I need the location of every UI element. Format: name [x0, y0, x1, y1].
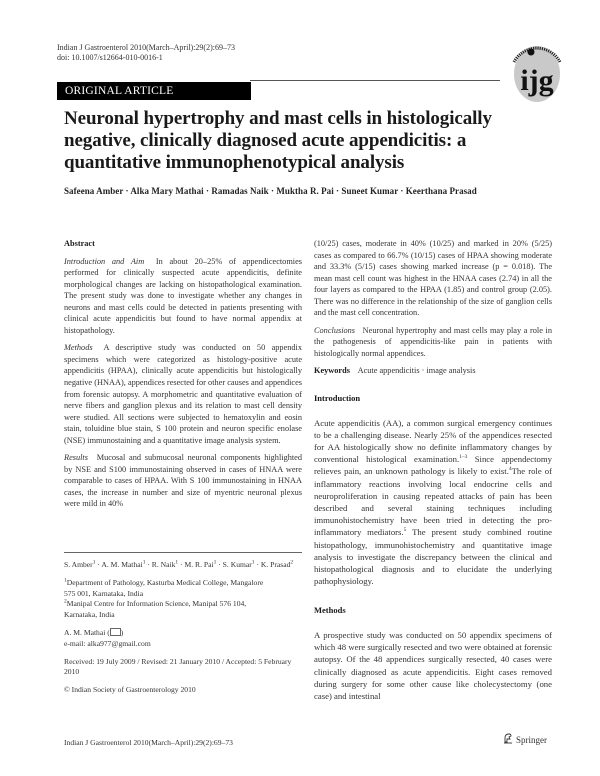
author-list: Safeena Amber · Alka Mary Mathai · Ramadas Naik · Muktha R. Pai · Suneet Kumar · Keerthana Prasad	[64, 186, 477, 196]
affil-marker: 1	[92, 559, 96, 566]
abstract-results-paragraph	[64, 452, 302, 510]
author-affiliation-list	[64, 560, 302, 571]
intro-text: Since appendectomy relieves pain, an unknown pathology is likely to exist.	[314, 454, 552, 477]
abstract-label-intro: Introduction and Aim	[64, 256, 145, 266]
envelope-icon	[110, 628, 121, 636]
citation-ref[interactable]: 5	[403, 527, 407, 534]
abstract-conclusions-text: Neuronal hypertrophy and mast cells may play a role in the pathogenesis of appendicitis-like pain in patients with histologically normal appendices.	[314, 325, 552, 358]
keywords-label: Keywords	[314, 366, 350, 376]
abstract-results-continued: (10/25) cases, moderate in 40% (10/25) and marked in 20% (5/25) cases as compared to 66.7% (10/15) cases of HPAA showing moderate and 33.3% (5/15) cases showing marked increase (p = 0.018). The mean mast cell count was highest in the HNAA cases (2.74) in all the four layers as compared to the HPAA (1.85) and control group (2.05). There was no difference in the relationship of the size of ganglion cells and the mast cell concentration.	[314, 239, 552, 318]
keywords	[314, 365, 552, 377]
email-link[interactable]: alka977@gmail.com	[87, 638, 151, 648]
doi-link[interactable]: doi: 10.1007/s12664-010-0016-1	[57, 53, 163, 62]
email-label: e-mail:	[64, 638, 86, 648]
affiliation-1: Department of Pathology, Kasturba Medical College, Mangalore 575 001, Karnataka, India	[64, 577, 264, 598]
introduction-heading: Introduction	[314, 393, 361, 404]
abstract-intro-text: In about 20–25% of appendicectomies performed for clinically suspected acute appendicitis, definite morphological changes are lacking on histopathological examination. The present study was done to investigate whether any changes in neurons and mast cells could be detected in patients presenting with clinical acute appendicitis but found to have normal appendix at histopathology.	[64, 256, 302, 335]
affil-marker: 1	[251, 559, 255, 566]
methods-heading: Methods	[314, 605, 346, 616]
abstract-label-conclusions: Conclusions	[314, 325, 356, 335]
publisher-logo	[503, 733, 547, 746]
logo-text: ijg	[520, 64, 554, 97]
copyright-notice: © Indian Society of Gastroenterology 2010	[64, 685, 196, 695]
affil-number: 2	[64, 598, 67, 605]
footnotes	[64, 560, 302, 703]
intro-text: Acute appendicitis (AA), a common surgical emergency continues to be a challenging disease. Nearly 25% of the appendices resected for AA histologically show no definite inflammatory changes by conventional histological examination.	[314, 417, 552, 465]
affil-marker: 1	[213, 559, 217, 566]
footnote-rule	[64, 552, 302, 553]
article-title: Neuronal hypertrophy and mast cells in histologically negative, clinically diagnosed acute appendicitis: a quantitative immunophenotypical analysis	[64, 108, 492, 173]
publisher-name: Springer	[516, 734, 547, 745]
abstract-label-methods: Methods	[64, 343, 93, 353]
intro-text: The role of inflammatory reactions involving local endocrine cells and neuroproliferation in causing repeated attacks of pain has been described and several staining techniques including immunohistochemistry have been tried in detecting the pro-inflammatory mediators.	[314, 466, 553, 538]
abstract-heading: Abstract	[64, 239, 95, 248]
corresponding-author: A. M. Mathai ( ) e-mail: alka977@gmail.com	[64, 627, 151, 648]
abstract-methods-paragraph	[64, 342, 302, 446]
journal-logo-icon	[494, 38, 580, 104]
affil-marker: 1	[142, 559, 146, 566]
abstract-results-text-left: Mucosal and submucosal neuronal components highlighted by NSE and S100 immunostaining observed in cases of HNAA were comparable to cases of HPAA. With S 100 immunostaining in HNAA cases, the increase in number and size of myentric neuronal plexus were mild in 40%	[64, 453, 302, 509]
springer-horse-icon	[503, 733, 513, 746]
abstract-conclusions-paragraph	[314, 325, 552, 360]
introduction-paragraph	[314, 417, 552, 588]
footnote-author: · M. R. Pai	[178, 560, 214, 569]
intro-text: The present study combined routine histopathology, immunohistochemistry and quantitative image analysis to investigate the discrepancy between the clinical and histopathological diagnosis and to elucidate the underlying pathophysiology.	[314, 527, 552, 587]
affil-marker: 2	[290, 559, 294, 566]
abstract-left-column	[64, 238, 302, 516]
journal-citation: Indian J Gastroenterol 2010(March–April):29(2):69–73	[57, 43, 235, 52]
affiliation-2: Manipal Centre for Information Science, Manipal 576 104, Karnataka, India	[64, 599, 247, 620]
header-rule	[250, 80, 500, 81]
citation-ref[interactable]: 1–3	[459, 454, 468, 461]
article-dates: Received: 19 July 2009 / Revised: 21 January 2010 / Accepted: 5 February 2010	[64, 656, 292, 677]
abstract-methods-text: A descriptive study was conducted on 50 appendix specimens which were categorized as histology-positive acute appendicitis (HPAA), clinically acute appendicitis but histologically negative (HNAA), appendices resected for other causes and appendices from forensic autopsy. A morphometric and quantitative evaluation of nerve fibers and ganglion plexus and its relation to mast cell density were studied. All sections were subjected to hematoxylin and eosin stain, toluidine blue stain, S 100 protein and neuron specific enolase (NSE) immunostaining and a quantitative image analysis system.	[64, 343, 303, 445]
abstract-intro-paragraph	[64, 256, 302, 337]
keywords-text: Acute appendicitis · image analysis	[357, 366, 476, 376]
affil-marker: 1	[175, 559, 179, 566]
corresponding-name: A. M. Mathai	[64, 627, 106, 637]
affiliations	[64, 578, 264, 621]
citation-ref[interactable]: 4	[508, 466, 512, 473]
footnote-author: · A. M. Mathai	[95, 560, 143, 569]
footnote-author: S. Amber	[64, 560, 93, 569]
methods-paragraph: A prospective study was conducted on 50 appendix specimens of which 48 were surgically resected and two were obtained at forensic autopsy. Of the 48 appendices surgically resected, 40 cases were clinically diagnosed as acute appendicitis. Eight cases removed during surgery for some other cause like cholecystectomy (one case) and intestinal	[314, 629, 552, 701]
right-column	[314, 238, 552, 708]
article-type-banner: ORIGINAL ARTICLE	[57, 82, 251, 100]
footer-journal-citation: Indian J Gastroenterol 2010(March–April):29(2):69–73	[64, 738, 233, 747]
footnote-author: · S. Kumar	[216, 560, 252, 569]
footnote-author: · K. Prasad	[254, 560, 291, 569]
footnote-author: · R. Naik	[145, 560, 176, 569]
affil-number: 1	[64, 577, 67, 584]
abstract-label-results: Results	[64, 453, 88, 463]
